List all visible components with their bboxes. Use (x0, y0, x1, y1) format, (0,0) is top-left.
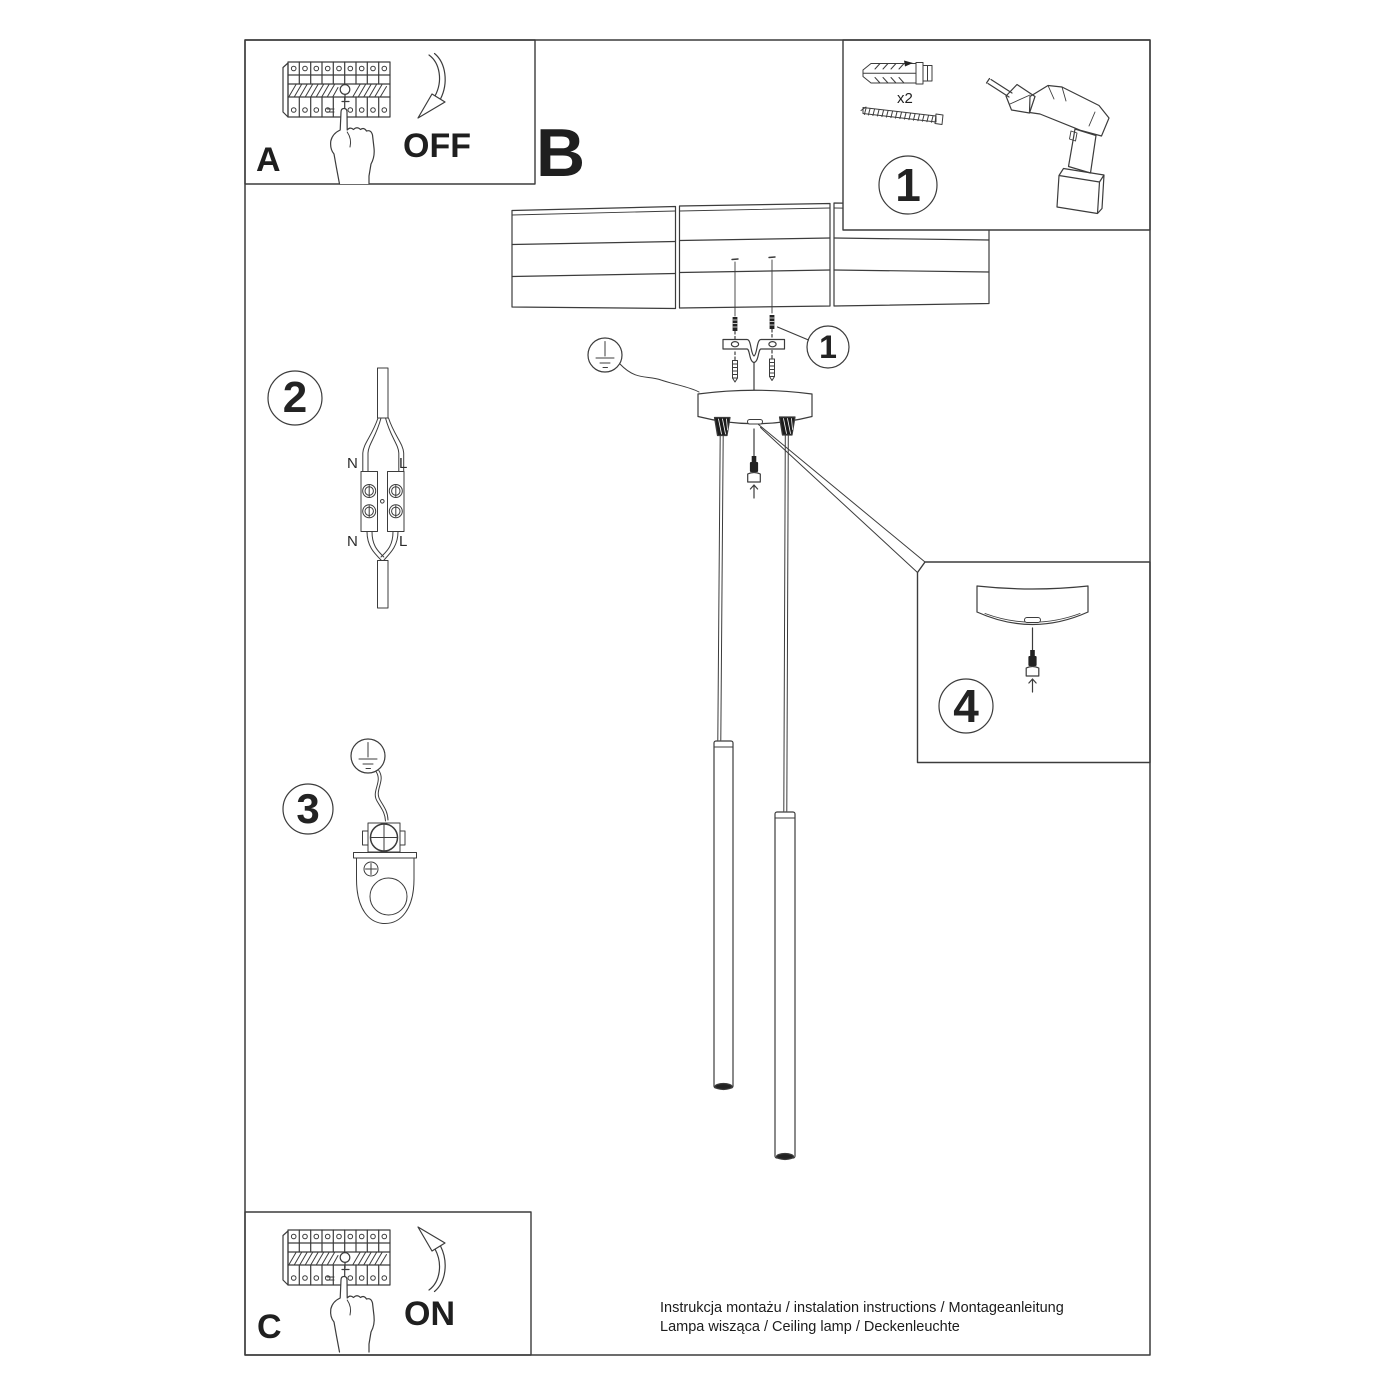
ground-icon (588, 338, 699, 392)
wire-l-top-label: L (399, 455, 408, 472)
arrow-down-icon (418, 54, 445, 119)
section-b-label: B (536, 115, 586, 191)
arrow-up-icon (418, 1227, 445, 1292)
panel-c-label: C (257, 1308, 282, 1346)
on-label: ON (404, 1295, 455, 1333)
wire-n-bottom-label: N (347, 533, 358, 550)
mounting-plate (354, 853, 417, 924)
pendant-tubes (714, 741, 795, 1160)
footer-product-line: Lampa wisząca / Ceiling lamp / Deckenleuchte (660, 1319, 960, 1335)
ground-icon (351, 739, 385, 773)
canopy (698, 390, 812, 498)
ground-terminal (363, 823, 406, 852)
terminal-screws (363, 485, 403, 518)
wire-l-bottom-label: L (399, 533, 408, 550)
step-2-number: 2 (282, 373, 308, 422)
callout-1-number: 1 (819, 328, 837, 365)
page-border (245, 40, 1150, 1355)
dowel-quantity-label: x2 (897, 90, 913, 107)
breaker-off-panel (245, 40, 535, 184)
canopy-bottom-view (977, 586, 1088, 625)
bracket-icon (723, 340, 785, 363)
panel-a-label: A (256, 141, 281, 179)
footer-title-line: Instrukcja montażu / instalation instructions / Montageanleitung (660, 1300, 1064, 1316)
off-label: OFF (403, 127, 471, 165)
breaker-on-panel (245, 1212, 531, 1355)
step-4-number: 4 (953, 680, 979, 732)
suspension-cables (718, 435, 789, 811)
wire-n-top-label: N (347, 455, 358, 472)
canopy-slot (748, 420, 763, 425)
step-1-number: 1 (895, 159, 921, 211)
callout-1-leader (778, 327, 809, 340)
step-3-number: 3 (296, 785, 320, 832)
detail-leaders (759, 425, 926, 573)
